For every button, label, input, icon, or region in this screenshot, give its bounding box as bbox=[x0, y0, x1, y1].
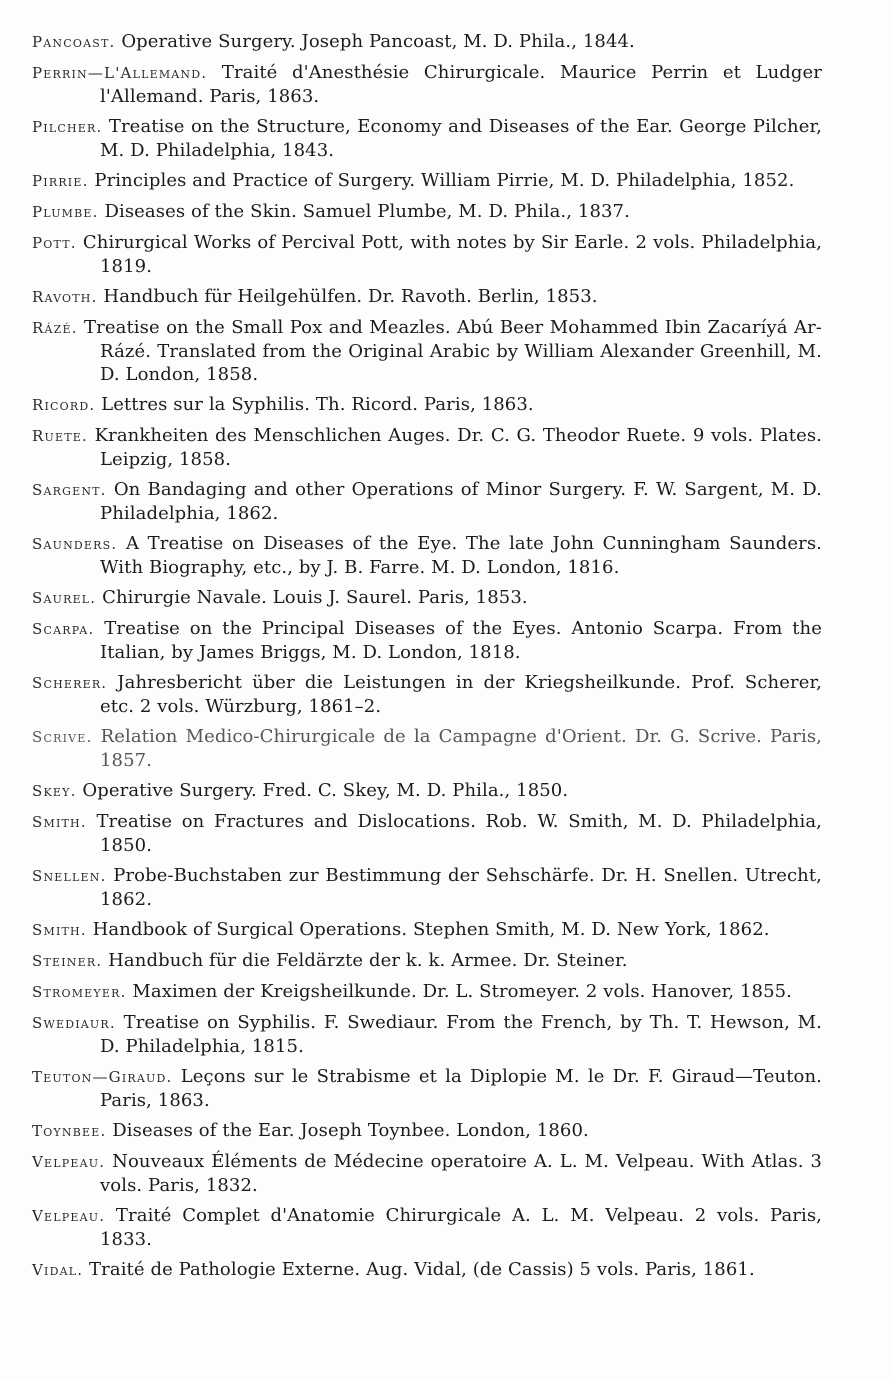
entry-text: On Bandaging and other Operations of Minor Surgery. F. W. Sargent, M. D. Philadelphia, 1862. bbox=[100, 479, 822, 524]
bibliography-entry bbox=[32, 586, 822, 610]
entry-author: Stromeyer. bbox=[32, 983, 127, 1001]
entry-author: Perrin—L'Allemand. bbox=[32, 64, 208, 82]
entry-text: Jahresbericht über die Leistungen in der Kriegsheilkunde. Prof. Scherer, etc. 2 vols. Würzburg, 1861–2. bbox=[100, 672, 822, 717]
entry-author: Rázé. bbox=[32, 319, 78, 337]
bibliography-entry bbox=[32, 725, 822, 772]
entry-text: Treatise on the Structure, Economy and Diseases of the Ear. George Pilcher, M. D. Philadelphia, 1843. bbox=[100, 116, 822, 161]
entry-text: Operative Surgery. Fred. C. Skey, M. D. Phila., 1850. bbox=[82, 780, 569, 801]
entry-text: Chirurgical Works of Percival Pott, with notes by Sir Earle. 2 vols. Philadelphia, 1819. bbox=[82, 232, 822, 277]
bibliography-entry bbox=[32, 231, 822, 278]
entry-author: Pilcher. bbox=[32, 118, 103, 136]
bibliography-entry bbox=[32, 393, 822, 417]
entry-text: Maximen der Kreigsheilkunde. Dr. L. Stromeyer. 2 vols. Hanover, 1855. bbox=[132, 981, 793, 1002]
entry-author: Velpeau. bbox=[32, 1207, 106, 1225]
entry-author: Teuton—Giraud. bbox=[32, 1068, 173, 1086]
entry-text: Traité d'Anesthésie Chirurgicale. Maurice Perrin et Ludger l'Allemand. Paris, 1863. bbox=[100, 62, 822, 107]
entry-author: Pancoast. bbox=[32, 33, 116, 51]
bibliography-entry bbox=[32, 1258, 822, 1282]
entry-text: Nouveaux Éléments de Médecine operatoire A. L. M. Velpeau. With Atlas. 3 vols. Paris, 1832. bbox=[100, 1151, 822, 1196]
entry-text: Probe-Buchstaben zur Bestimmung der Sehschärfe. Dr. H. Snellen. Utrecht, 1862. bbox=[100, 865, 822, 910]
bibliography-entry bbox=[32, 316, 822, 386]
bibliography-list bbox=[32, 30, 822, 1289]
entry-text: Treatise on the Principal Diseases of the Eyes. Antonio Scarpa. From the Italian, by James Briggs, M. D. London, 1818. bbox=[100, 618, 822, 663]
entry-author: Swediaur. bbox=[32, 1014, 116, 1032]
entry-author: Ravoth. bbox=[32, 288, 98, 306]
entry-author: Pirrie. bbox=[32, 172, 89, 190]
entry-text: Treatise on the Small Pox and Meazles. Abú Beer Mohammed Ibin Zacaríyá Ar-Rázé. Translated from the Original Arabic by William Alexander Greenhill, M. D. London, 1858. bbox=[84, 317, 822, 385]
entry-author: Ricord. bbox=[32, 396, 96, 414]
entry-text: Traité de Pathologie Externe. Aug. Vidal, (de Cassis) 5 vols. Paris, 1861. bbox=[89, 1259, 755, 1280]
entry-text: Treatise on Fractures and Dislocations. Rob. W. Smith, M. D. Philadelphia, 1850. bbox=[96, 811, 822, 856]
entry-text: Leçons sur le Strabisme et la Diplopie M. le Dr. F. Giraud—Teuton. Paris, 1863. bbox=[100, 1066, 823, 1111]
entry-author: Steiner. bbox=[32, 952, 103, 970]
entry-text: Diseases of the Ear. Joseph Toynbee. London, 1860. bbox=[112, 1120, 589, 1141]
bibliography-entry bbox=[32, 980, 822, 1004]
entry-text: Handbook of Surgical Operations. Stephen Smith, M. D. New York, 1862. bbox=[92, 919, 770, 940]
entry-author: Pott. bbox=[32, 234, 77, 252]
bibliography-entry bbox=[32, 918, 822, 942]
entry-author: Scarpa. bbox=[32, 620, 95, 638]
bibliography-entry bbox=[32, 1119, 822, 1143]
entry-text: Handbuch für Heilgehülfen. Dr. Ravoth. Berlin, 1853. bbox=[103, 286, 598, 307]
bibliography-entry bbox=[32, 1150, 822, 1197]
bibliography-entry bbox=[32, 478, 822, 525]
entry-author: Scherer. bbox=[32, 674, 108, 692]
bibliography-entry bbox=[32, 115, 822, 162]
entry-author: Skey. bbox=[32, 782, 77, 800]
entry-text: Traité Complet d'Anatomie Chirurgicale A. L. M. Velpeau. 2 vols. Paris, 1833. bbox=[100, 1205, 822, 1250]
entry-author: Snellen. bbox=[32, 867, 107, 885]
bibliography-entry bbox=[32, 1011, 822, 1058]
entry-text: Principles and Practice of Surgery. William Pirrie, M. D. Philadelphia, 1852. bbox=[94, 170, 795, 191]
bibliography-entry bbox=[32, 169, 822, 193]
bibliography-entry bbox=[32, 617, 822, 664]
entry-text: Krankheiten des Menschlichen Auges. Dr. C. G. Theodor Ruete. 9 vols. Plates. Leipzig, 1858. bbox=[94, 425, 822, 470]
bibliography-entry bbox=[32, 532, 822, 579]
entry-text: Relation Medico-Chirurgicale de la Campagne d'Orient. Dr. G. Scrive. Paris, 1857. bbox=[100, 726, 822, 771]
bibliography-entry bbox=[32, 424, 822, 471]
bibliography-entry bbox=[32, 285, 822, 309]
entry-author: Velpeau. bbox=[32, 1153, 106, 1171]
bibliography-entry bbox=[32, 200, 822, 224]
entry-author: Smith. bbox=[32, 921, 87, 939]
entry-author: Saunders. bbox=[32, 535, 118, 553]
entry-text: Lettres sur la Syphilis. Th. Ricord. Paris, 1863. bbox=[101, 394, 534, 415]
bibliography-entry bbox=[32, 810, 822, 857]
bibliography-entry bbox=[32, 949, 822, 973]
entry-text: Operative Surgery. Joseph Pancoast, M. D. Phila., 1844. bbox=[121, 31, 635, 52]
entry-text: Handbuch für die Feldärzte der k. k. Armee. Dr. Steiner. bbox=[108, 950, 628, 971]
bibliography-entry bbox=[32, 61, 822, 108]
entry-text: A Treatise on Diseases of the Eye. The late John Cunningham Saunders. With Biography, etc., by J. B. Farre. M. D. London, 1816. bbox=[100, 533, 822, 578]
entry-text: Diseases of the Skin. Samuel Plumbe, M. D. Phila., 1837. bbox=[104, 201, 630, 222]
entry-author: Ruete. bbox=[32, 427, 88, 445]
entry-author: Scrive. bbox=[32, 728, 93, 746]
entry-author: Vidal. bbox=[32, 1261, 84, 1279]
entry-author: Smith. bbox=[32, 813, 87, 831]
bibliography-entry bbox=[32, 671, 822, 718]
entry-text: Chirurgie Navale. Louis J. Saurel. Paris, 1853. bbox=[102, 587, 528, 608]
entry-author: Saurel. bbox=[32, 589, 97, 607]
entry-author: Toynbee. bbox=[32, 1122, 107, 1140]
entry-author: Plumbe. bbox=[32, 203, 99, 221]
entry-author: Sargent. bbox=[32, 481, 107, 499]
bibliography-entry bbox=[32, 864, 822, 911]
bibliography-entry bbox=[32, 779, 822, 803]
bibliography-entry bbox=[32, 1065, 822, 1112]
bibliography-entry bbox=[32, 30, 822, 54]
bibliography-entry bbox=[32, 1204, 822, 1251]
entry-text: Treatise on Syphilis. F. Swediaur. From the French, by Th. T. Hewson, M. D. Philadelphia, 1815. bbox=[100, 1012, 822, 1057]
